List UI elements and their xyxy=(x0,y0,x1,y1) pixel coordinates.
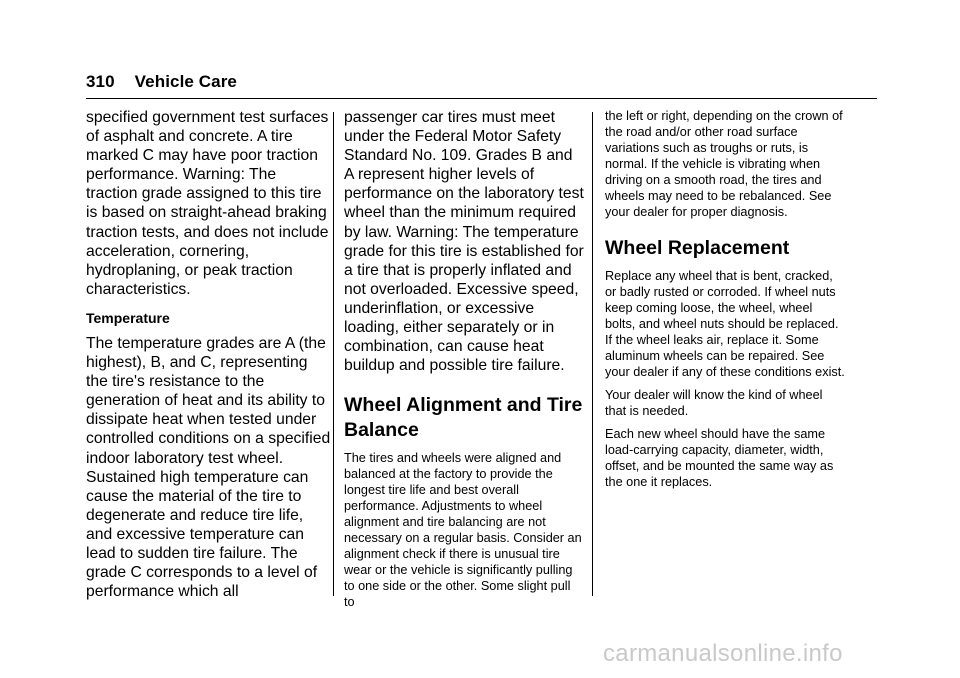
paragraph: the left or right, depending on the crown of the road and/or other road surface variations such as troughs or ruts, is normal. If the vehicle is vibrating when driving on a smooth road, the tires and wheels may need to be rebalanced. See your dealer for proper diagnosis. xyxy=(605,109,843,219)
paragraph: Each new wheel should have the same load-carrying capacity, diameter, width, offset, and be mounted the same way as the one it replaces. xyxy=(605,427,834,489)
heading-wheel-alignment: Wheel Alignment and Tire Balance xyxy=(344,394,583,442)
subheading-temperature: Temperature xyxy=(86,309,170,326)
header-rule xyxy=(86,98,877,99)
page-header xyxy=(86,72,237,92)
column-divider xyxy=(592,112,593,596)
watermark: carmanualsonline.info xyxy=(603,640,843,667)
column-divider xyxy=(333,112,334,596)
paragraph: The tires and wheels were aligned and balanced at the factory to provide the longest tire life and best overall performance. Adjustments to wheel alignment and tire balancing are not necessary on a regular basis. Consider an alignment check if there is unusual tire wear or the vehicle is significantly pulling to one side or the other. Some slight pull to xyxy=(344,451,582,610)
paragraph: Your dealer will know the kind of wheel that is needed. xyxy=(605,388,823,418)
text-column-3 xyxy=(605,108,845,490)
paragraph: specified government test surfaces of asphalt and concrete. A tire marked C may have poor traction performance. Warning: The traction grade assigned to this tire is based on straight-ahead braking traction tests, and does not include acceleration, cornering, hydroplaning, or peak traction characteristics. xyxy=(86,109,329,298)
paragraph: The temperature grades are A (the highest), B, and C, representing the tire's resistance to the generation of heat and its ability to dissipate heat when tested under controlled conditions on a specified indoor laboratory test wheel. Sustained high temperature can cause the material of the tire to degenerate and reduce tire life, and excessive temperature can lead to sudden tire failure. The grade C corresponds to a level of performance which all xyxy=(86,334,331,601)
page-number: 310 xyxy=(86,72,115,91)
text-column-2 xyxy=(344,108,584,610)
section-title: Vehicle Care xyxy=(134,72,237,91)
heading-wheel-replacement: Wheel Replacement xyxy=(605,237,790,259)
paragraph: Replace any wheel that is bent, cracked, or badly rusted or corroded. If wheel nuts keep coming loose, the wheel, wheel bolts, and wheel nuts should be replaced. If the wheel leaks air, replace it. Some aluminum wheels can be repaired. See your dealer if any of these conditions exist. xyxy=(605,269,845,379)
paragraph: passenger car tires must meet under the Federal Motor Safety Standard No. 109. Grades B and A represent higher levels of performance on the laboratory test wheel than the minimum required by law. Warning: The temperature grade for this tire is established for a tire that is properly inflated and not overloaded. Excessive speed, underinflation, or excessive loading, either separately or in combination, can cause heat buildup and possible tire failure. xyxy=(344,109,584,375)
text-column-1 xyxy=(86,108,331,601)
